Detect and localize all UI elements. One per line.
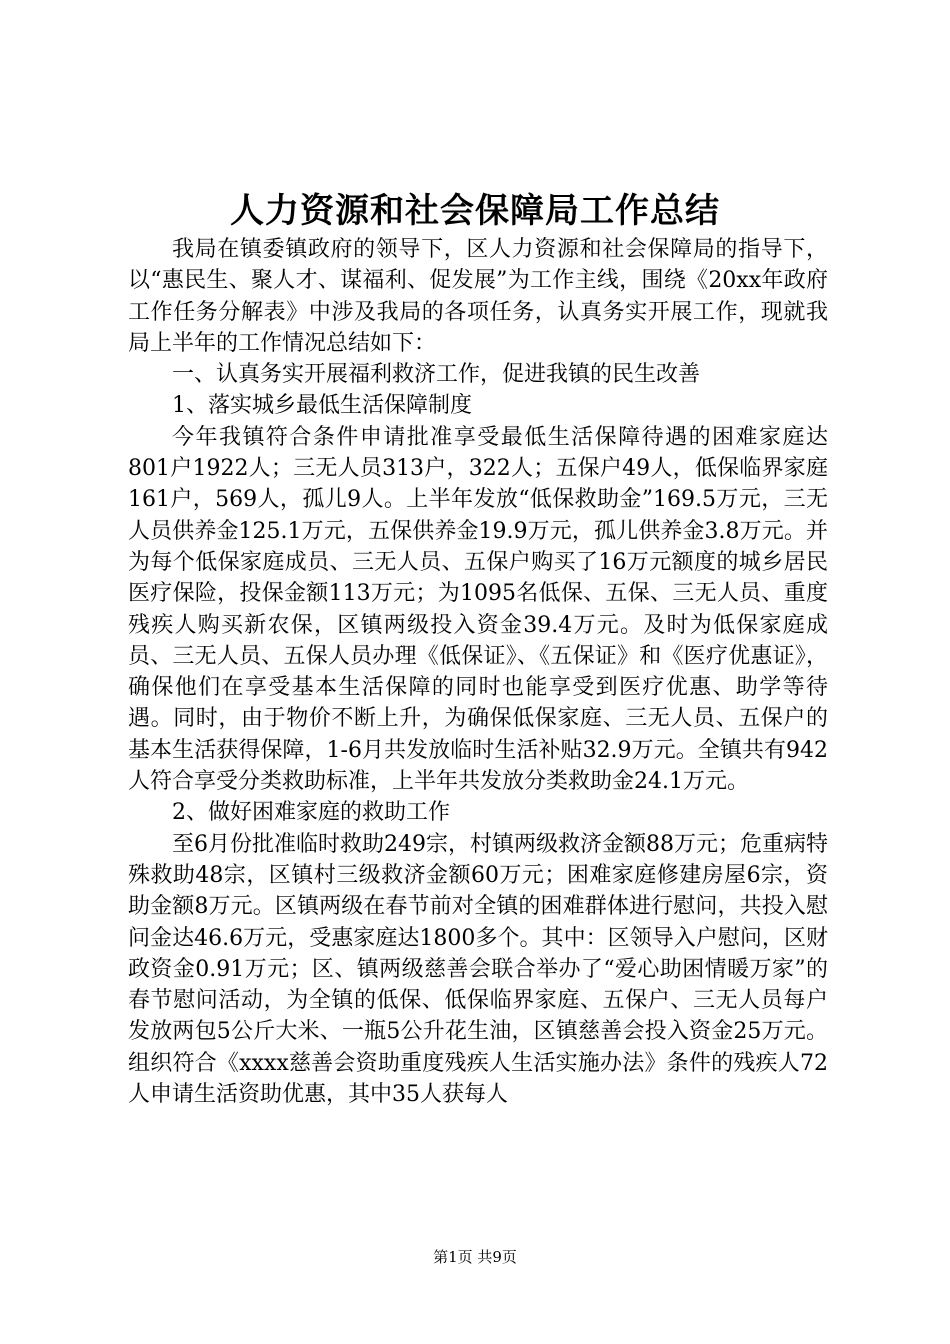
document-title: 人力资源和社会保障局工作总结 [230,191,720,231]
heading-section-1: 一、认真务实开展福利救济工作，促进我镇的民生改善 [172,362,701,388]
heading-subsection-1: 1、落实城乡最低生活保障制度 [172,393,472,419]
heading-subsection-2: 2、做好困难家庭的救助工作 [172,800,450,826]
document-body [128,234,828,1110]
paragraph-subsistence-allowance: 今年我镇符合条件申请批准享受最低生活保障待遇的困难家庭达801户1922人；三无人员313户，322人；五保户49人，低保临界家庭161户，569人，孤儿9人。上半年发放“低保救助金”169.5万元，三无人员供养金125.1万元，五保供养金19.9万元，孤儿供养金3.8万元。并为每个低保家庭成员、三无人员、五保户购买了16万元额度的城乡居民医疗保险，投保金额113万元；为1095名低保、五保、三无人员、重度残疾人购买新农保，区镇两级投入资金39.4万元。及时为低保家庭成员、三无人员、五保人员办理《低保证》、《五保证》和《医疗优惠证》，确保他们在享受基本生活保障的同时也能享受到医疗优惠、助学等待遇。同时，由于物价不断上升，为确保低保家庭、三无人员、五保户的基本生活获得保障，1-6月共发放临时生活补贴32.9万元。全镇共有942人符合享受分类救助标准，上半年共发放分类救助金24.1万元。 [128,424,828,795]
paragraph-intro: 我局在镇委镇政府的领导下，区人力资源和社会保障局的指导下，以“惠民生、聚人才、谋福利、促发展”为工作主线，围绕《20xx年政府工作任务分解表》中涉及我局的各项任务，认真务实开展工作，现就我局上半年的工作情况总结如下： [128,237,828,356]
page-footer: 第1页 共9页 [433,1248,517,1266]
paragraph-family-assistance: 至6月份批准临时救助249宗，村镇两级救济金额88万元；危重病特殊救助48宗，区镇村三级救济金额60万元；困难家庭修建房屋6宗，资助金额8万元。区镇两级在春节前对全镇的困难群体进行慰问，共投入慰问金达46.6万元，受惠家庭达1800多个。其中：区领导入户慰问，区财政资金0.91万元；区、镇两级慈善会联合举办了“爱心助困情暖万家”的春节慰问活动，为全镇的低保、低保临界家庭、五保户、三无人员每户发放两包5公斤大米、一瓶5公升花生油，区镇慈善会投入资金25万元。组织符合《xxxx慈善会资助重度残疾人生活实施办法》条件的残疾人72人申请生活资助优惠，其中35人获每人 [128,831,828,1108]
